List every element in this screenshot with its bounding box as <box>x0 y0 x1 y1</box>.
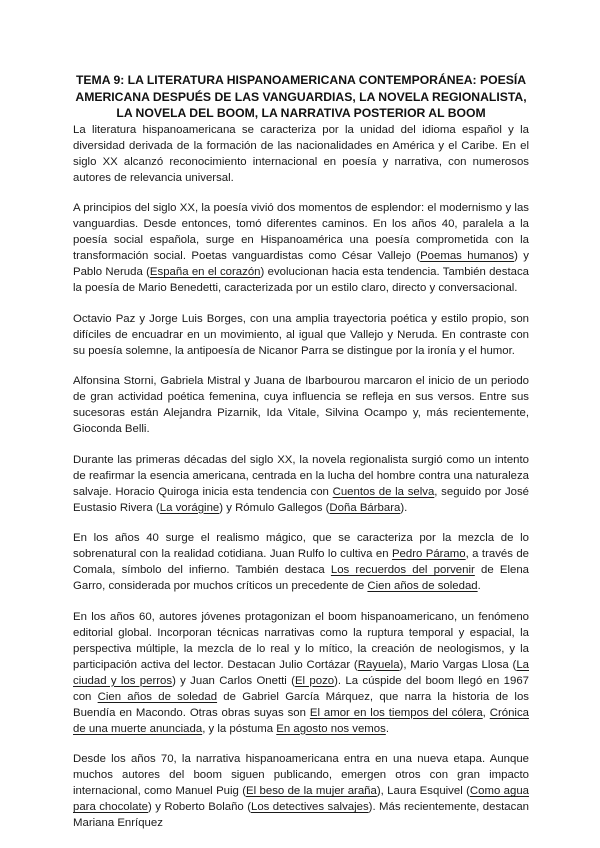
paragraph-text: , seguido por José Eustasio Rivera ( <box>73 485 530 514</box>
work-title: Los recuerdos del porvenir <box>330 564 475 576</box>
work-title: Cuentos de la selva <box>332 485 435 498</box>
work-title: La vorágine <box>159 501 220 514</box>
paragraph-paz-borges: Octavio Paz y Jorge Luis Borges, con una amplia trayectoria poética y estilo propio, son difíciles de encuadrar en un movimiento, al igual que Vallejo y Neruda. En contraste con su poesía solemne, la antipoesía de Nicanor Parra se distingue por la ironía y el humor. <box>73 312 529 357</box>
paragraph-text: , y la póstuma <box>202 722 277 735</box>
paragraph-poetry <box>73 200 529 296</box>
work-title: Poemas humanos <box>420 250 515 262</box>
paragraph-text: ) y Juan Carlos Onetti ( <box>172 674 295 687</box>
paragraph-text: ). La cúspide del boom llegó en 1967 con <box>73 674 529 703</box>
paragraph-text: de Elena Garro, considerada por muchos críticos un precedente de <box>73 564 529 592</box>
paragraph-text: En los años 60, autores jóvenes protagonizan el boom hispanoamericano, un fenómeno editorial global. Incorporan técnicas narrativas como la ruptura temporal y espacial, la perspectiva múltiple, la mezcla de lo real y lo mítico, la creación de neologismos, y la participación activa del lector. Destacan Julio Cortázar ( <box>73 610 529 671</box>
paragraph-text: ), Laura Esquivel ( <box>376 785 470 797</box>
work-title: El beso de la mujer araña <box>246 785 377 797</box>
work-title: Doña Bárbara <box>329 501 401 514</box>
paragraph-text: . <box>385 722 389 735</box>
paragraph-text: En los años 40 surge el realismo mágico, que se caracteriza por la mezcla de lo sobrenatural con la realidad cotidiana. Juan Rulfo lo cultiva en <box>73 532 529 560</box>
paragraph-text: ) y Rómulo Gallegos ( <box>219 501 330 514</box>
paragraph-text: , a través de Comala, símbolo del infierno. También destaca <box>73 548 530 576</box>
paragraph-text: ) y Roberto Bolaño ( <box>148 801 251 813</box>
paragraph-post-boom <box>73 751 529 831</box>
work-title: Rayuela <box>357 658 400 671</box>
work-title: Pedro Páramo <box>391 548 466 560</box>
paragraph-text: ) y Pablo Neruda ( <box>73 250 529 278</box>
paragraph-text: , <box>482 706 490 719</box>
paragraph-text: de Gabriel García Márquez, que narra la historia de los Buendía en Macondo. Otras obras suyas son <box>73 690 529 719</box>
work-title: El amor en los tiempos del cólera <box>309 706 483 719</box>
document-title: TEMA 9: LA LITERATURA HISPANOAMERICANA CONTEMPORÁNEA: POESÍA AMERICANA DESPUÉS DE LAS VANGUARDIAS, LA NOVELA REGIONALISTA, LA NOVELA DEL BOOM, LA NARRATIVA POSTERIOR AL BOOM <box>75 73 527 120</box>
work-title: Como agua para chocolate <box>73 785 529 813</box>
paragraph-text: Desde los años 70, la narrativa hispanoamericana entra en una nueva etapa. Aunque muchos autores del boom siguen publicando, emergen otros con gran impacto internacional, como Manuel Puig ( <box>73 753 529 797</box>
work-title: El pozo <box>294 674 335 687</box>
paragraph-magic-realism <box>73 530 529 594</box>
work-title: España en el corazón <box>149 266 261 278</box>
paragraph-text: A principios del siglo XX, la poesía vivió dos momentos de esplendor: el modernismo y las vanguardias. Desde entonces, tomó diferentes caminos. En los años 40, paralela a la poesía social española, surge en Hispanoamérica una poesía comprometida con la transformación social. Poetas vanguardistas como César Vallejo ( <box>73 202 529 262</box>
paragraph-text: ). Más recientemente, destacan Mariana Enríquez <box>73 801 530 829</box>
paragraph-text: . <box>477 580 481 592</box>
work-title: En agosto nos vemos <box>276 722 386 735</box>
work-title: Crónica de una muerte anunciada <box>73 706 529 735</box>
paragraph-text: ) evolucionan hacia esta tendencia. También destaca la poesía de Mario Benedetti, caracterizada por un estilo claro, directo y conversacional. <box>73 266 529 294</box>
work-title: Cien años de soledad <box>97 690 218 703</box>
paragraph-regionalist-novel <box>73 452 529 516</box>
work-title: Los detectives salvajes <box>251 801 369 813</box>
paragraph-text: ). <box>400 501 408 514</box>
paragraph-female-poets: Alfonsina Storni, Gabriela Mistral y Juana de Ibarbourou marcaron el inicio de un periodo de gran actividad poética femenina, cuya influencia se refleja en sus versos. Entre sus sucesoras están Alejandra Pizarnik, Ida Vitale, Silvina Ocampo y, más recientemente, Gioconda Belli. <box>73 375 529 435</box>
paragraph-intro: La literatura hispanoamericana se caracteriza por la unidad del idioma español y la diversidad derivada de la formación de las nacionalidades en América y el Caribe. En el siglo XX alcanzó reconocimiento internacional en poesía y narrativa, con numerosos autores de relevancia universal. <box>73 123 529 184</box>
document-body <box>73 72 529 846</box>
paragraph-text: Durante las primeras décadas del siglo XX, la novela regionalista surgió como un intento de reafirmar la esencia americana, centrada en la lucha del hombre contra una naturaleza salvaje. Horacio Quiroga inicia esta tendencia con <box>73 453 529 498</box>
paragraph-text: ), Mario Vargas Llosa ( <box>399 658 517 671</box>
work-title: Cien años de soledad <box>367 580 478 592</box>
work-title: La ciudad y los perros <box>73 658 530 687</box>
paragraph-boom <box>73 609 529 737</box>
